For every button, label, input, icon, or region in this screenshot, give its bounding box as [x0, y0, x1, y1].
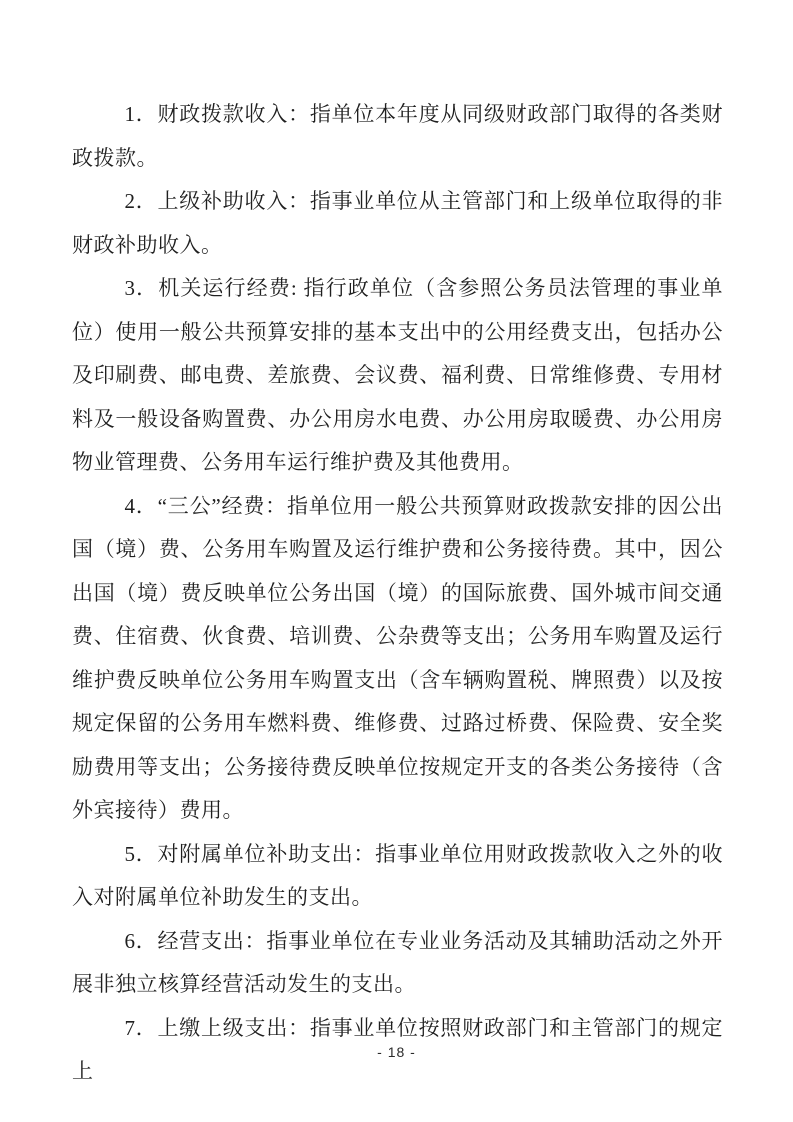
paragraph-superior-subsidy-income: 2．上级补助收入：指事业单位从主管部门和上级单位取得的非财政补助收入。	[72, 189, 723, 257]
paragraph-agency-operating-funds: 3．机关运行经费: 指行政单位（含参照公务员法管理的事业单位）使用一般公共预算安排的基本支出中的公用经费支出，包括办公及印刷费、邮电费、差旅费、会议费、福利费、日常维修费、专用材料及一般设备购置费、办公用房水电费、办公用房取暖费、办公用房物业管理费、公务用车运行维护费及其他费用。	[72, 276, 723, 474]
document-body	[72, 93, 723, 1094]
paragraph-payment-to-superior: 7．上缴上级支出：指事业单位按照财政部门和主管部门的规定上	[72, 1015, 723, 1083]
paragraph-operating-expenditure: 6．经营支出：指事业单位在专业业务活动及其辅助活动之外开展非独立核算经营活动发生的支出。	[72, 928, 723, 996]
page-number: - 18 -	[377, 1044, 416, 1060]
paragraph-subsidy-to-affiliated-units: 5．对附属单位补助支出：指事业单位用财政拨款收入之外的收入对附属单位补助发生的支出。	[72, 841, 723, 909]
paragraph-fiscal-appropriation-income: 1．财政拨款收入：指单位本年度从同级财政部门取得的各类财政拨款。	[72, 102, 723, 170]
paragraph-three-public-funds: 4．“三公”经费：指单位用一般公共预算财政拨款安排的因公出国（境）费、公务用车购置及运行维护费和公务接待费。其中，因公出国（境）费反映单位公务出国（境）的国际旅费、国外城市间交通费、住宿费、伙食费、培训费、公杂费等支出；公务用车购置及运行维护费反映单位公务用车购置支出（含车辆购置税、牌照费）以及按规定保留的公务用车燃料费、维修费、过路过桥费、保险费、安全奖励费用等支出；公务接待费反映单位按规定开支的各类公务接待（含外宾接待）费用。	[72, 493, 723, 822]
